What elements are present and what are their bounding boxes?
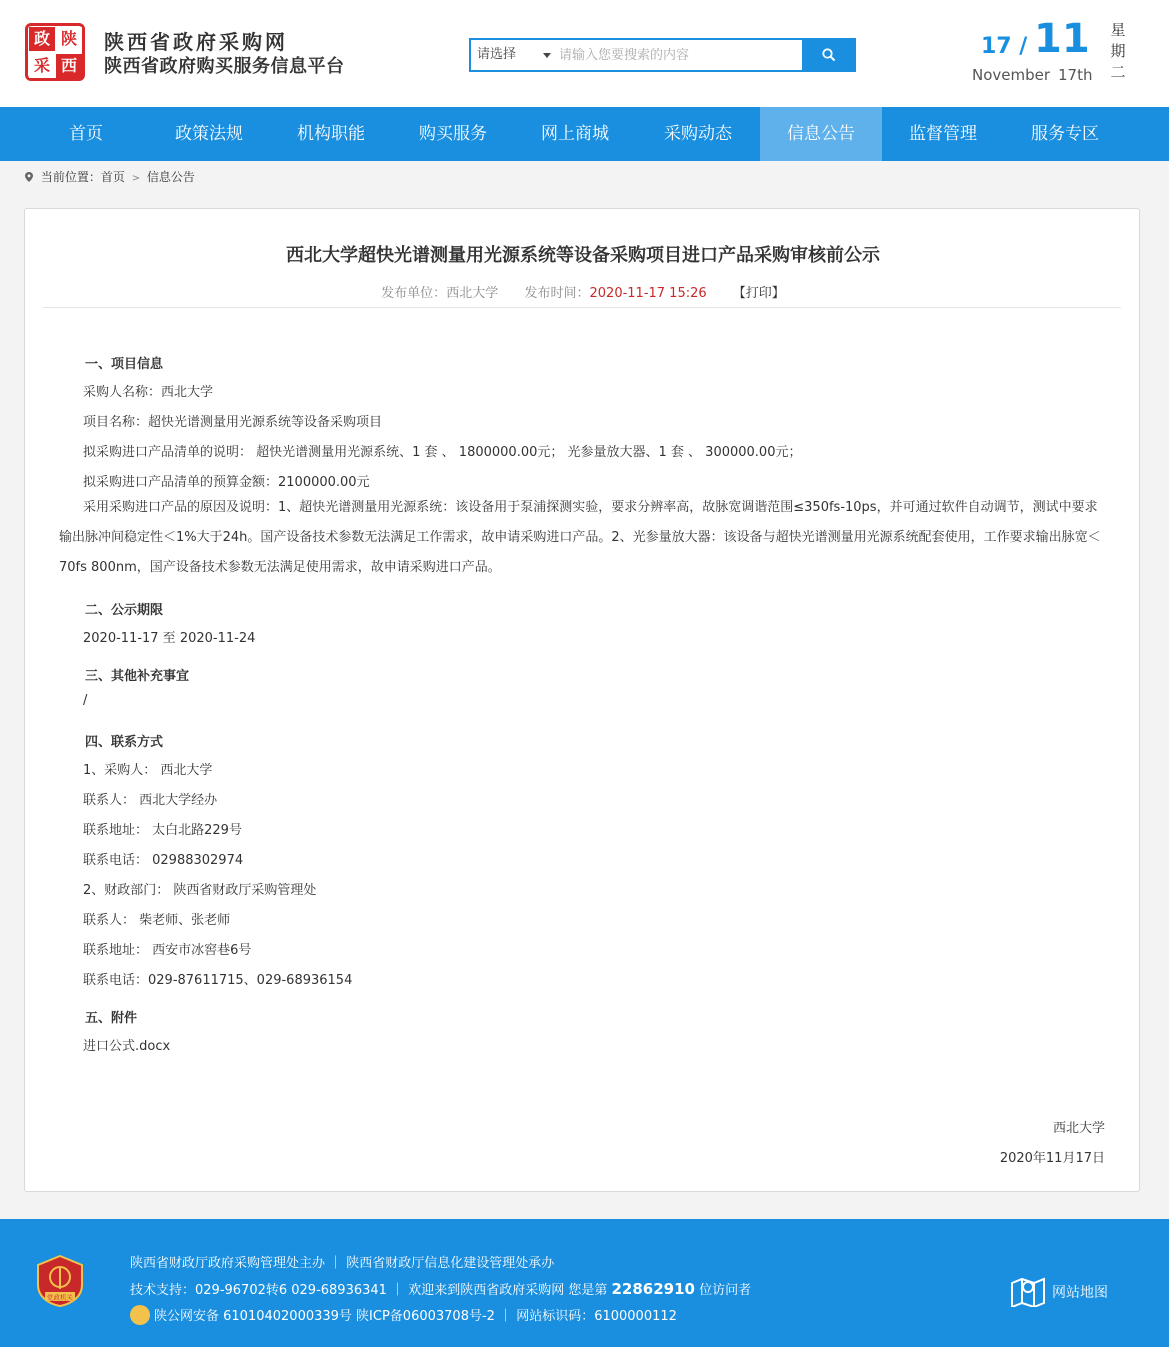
weekday-char: 二	[1110, 63, 1126, 81]
date-english-day: 17th	[1058, 66, 1093, 84]
import-reason: 采用采购进口产品的原因及说明：1、超快光谱测量用光源系统：该设备用于泵浦探测实验，要求分辨率高，故脉宽调谐范围≤350fs-10ps，并可通过软件自动调节，测试中要求输出脉冲间稳定性＜1%大于24h。国产设备技术参数无法满足工作需求，故申请采购进口产品。2、光参量放大器：该设备与超快光谱测量用光源系统配套使用，工作要求输出脉宽＜70fs 800nm，国产设备技术参数无法满足使用需求，故申请采购进口产品。	[59, 500, 1101, 575]
date-english-month: November	[972, 66, 1051, 84]
footer-record	[130, 1305, 677, 1325]
location-pin-icon	[25, 172, 33, 182]
search-bar	[469, 38, 856, 72]
nav-item-organization[interactable]: 机构职能	[297, 124, 365, 144]
article-meta	[25, 282, 1141, 301]
breadcrumb	[25, 166, 195, 188]
article-title: 西北大学超快光谱测量用光源系统等设备采购项目进口产品采购审核前公示	[286, 245, 880, 266]
select-accent	[539, 38, 557, 40]
search-button[interactable]	[802, 38, 856, 72]
contact-person: 联系人： 柴老师、张老师	[83, 913, 231, 928]
search-icon	[822, 48, 836, 62]
search-category-select[interactable]	[471, 40, 557, 70]
contact-address: 联系地址： 太白北路229号	[83, 823, 242, 838]
nav-item-home[interactable]: 首页	[69, 124, 103, 144]
caret-down-icon	[543, 53, 551, 58]
site-header	[0, 0, 1169, 107]
logo-char: 西	[56, 54, 82, 78]
emblem-text: 党政机关	[47, 1293, 73, 1302]
date-weekday	[1110, 20, 1126, 83]
footer-record-text[interactable]: 陕公网安备 61010402000339号 陕ICP备06003708号-2 ｜ 网站标识码：6100000112	[154, 1309, 677, 1324]
footer-support-text: 技术支持：029-96702转6 029-68936341 ｜ 欢迎来到陕西省政府采购网 您是第	[130, 1283, 612, 1298]
contact-person: 联系人： 西北大学经办	[83, 793, 218, 808]
import-list: 拟采购进口产品清单的说明： 超快光谱测量用光源系统、1 套 、 1800000.00元； 光参量放大器、1 套 、 300000.00元；	[83, 445, 802, 460]
visitor-count: 22862910	[611, 1280, 695, 1298]
signature-date: 2020年11月17日	[999, 1151, 1105, 1166]
nav-item-online-mall[interactable]: 网上商城	[541, 124, 609, 144]
section-heading: 一、项目信息	[85, 357, 164, 372]
section-heading: 三、其他补充事宜	[85, 669, 190, 684]
nav-item-procurement-news[interactable]: 采购动态	[664, 124, 732, 144]
publisher-value: 西北大学	[446, 286, 499, 301]
signature-org: 西北大学	[1052, 1121, 1105, 1136]
nav-item-supervision[interactable]: 监督管理	[909, 124, 977, 144]
search-input[interactable]	[559, 40, 802, 70]
breadcrumb-current[interactable]: 信息公告	[146, 170, 195, 184]
supplement-content: /	[83, 693, 88, 708]
section-heading: 五、附件	[85, 1011, 138, 1026]
project-name: 项目名称：超快光谱测量用光源系统等设备采购项目	[83, 415, 383, 430]
logo-char: 陕	[56, 27, 82, 51]
attachment-link[interactable]: 进口公式.docx	[83, 1039, 171, 1054]
publisher-label: 发布单位：	[381, 286, 447, 301]
title-divider	[43, 307, 1121, 308]
section-heading: 四、联系方式	[85, 735, 164, 750]
footer-support	[130, 1279, 751, 1298]
nav-item-service-zone[interactable]: 服务专区	[1031, 124, 1099, 144]
site-footer	[0, 1219, 1169, 1347]
contact-phone: 联系电话：029-87611715、029-68936154	[83, 973, 353, 988]
breadcrumb-home[interactable]: 首页	[100, 170, 125, 184]
print-link[interactable]: 【打印】	[732, 286, 785, 301]
weekday-char: 期	[1110, 42, 1126, 60]
sitemap-icon[interactable]	[1010, 1275, 1046, 1307]
nav-item-policy[interactable]: 政策法规	[175, 124, 243, 144]
import-budget: 拟采购进口产品清单的预算金额：2100000.00元	[83, 475, 370, 490]
police-badge-icon[interactable]	[130, 1305, 150, 1325]
article-card	[24, 208, 1140, 1192]
publish-time: 2020-11-17 15:26	[589, 286, 707, 301]
notice-period: 2020-11-17 至 2020-11-24	[83, 631, 256, 646]
footer-visitor-suffix: 位访问者	[694, 1283, 752, 1298]
buyer-name: 采购人名称：西北大学	[83, 385, 214, 400]
search-category-label: 请选择	[477, 47, 517, 62]
section-heading: 二、公示期限	[85, 603, 164, 618]
government-emblem-icon[interactable]	[36, 1255, 84, 1307]
logo-char: 政	[29, 27, 55, 51]
site-subtitle: 陕西省政府购买服务信息平台	[104, 56, 345, 77]
main-nav	[0, 107, 1169, 161]
breadcrumb-separator: >	[131, 173, 141, 184]
contact-buyer: 1、采购人： 西北大学	[83, 763, 213, 778]
nav-item-purchase-service[interactable]: 购买服务	[419, 124, 487, 144]
contact-phone: 联系电话： 02988302974	[83, 853, 244, 868]
weekday-char: 星	[1110, 21, 1126, 39]
date-month: 11	[1034, 16, 1090, 62]
time-label: 发布时间：	[524, 286, 590, 301]
finance-dept: 2、财政部门： 陕西省财政厅采购管理处	[83, 883, 317, 898]
contact-address: 联系地址： 西安市冰窖巷6号	[83, 943, 252, 958]
logo-char: 采	[29, 54, 55, 78]
nav-item-announcements[interactable]: 信息公告	[760, 107, 882, 161]
date-day: 17 /	[981, 34, 1028, 59]
sitemap-link[interactable]: 网站地图	[1052, 1285, 1108, 1301]
breadcrumb-prefix: 当前位置：	[40, 170, 101, 184]
footer-organizer: 陕西省财政厅政府采购管理处主办 ｜ 陕西省财政厅信息化建设管理处承办	[130, 1256, 555, 1271]
site-logo[interactable]	[25, 23, 85, 81]
site-name: 陕西省政府采购网	[104, 30, 288, 54]
